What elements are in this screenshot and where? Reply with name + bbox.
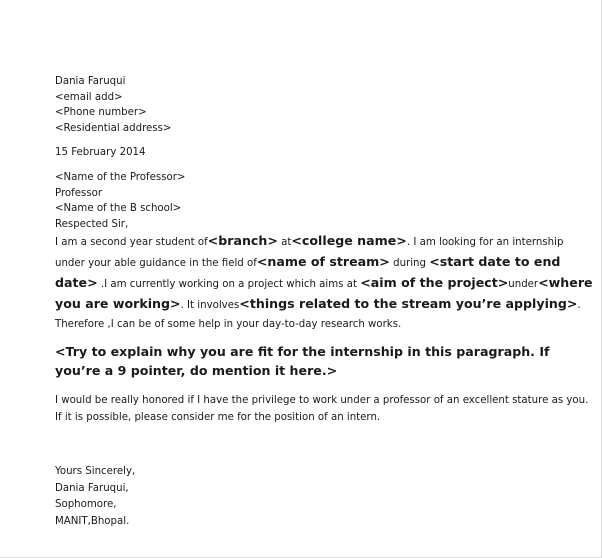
- stream-placeholder: <name of stream>: [256, 254, 390, 270]
- workplace-placeholder: <where you are working>: [55, 274, 593, 311]
- recipient-name: <Name of the Professor>: [55, 171, 186, 183]
- fitness-hint-paragraph: <Try to explain why you are fit for the internship in this paragraph. If you’re a 9 pointer, do mention it here.>: [55, 344, 550, 379]
- sender-email: <email add>: [55, 91, 123, 103]
- intro-text: . Therefore ,I can be of some help in your day-to-day research works.: [55, 299, 581, 330]
- branch-placeholder: <branch>: [207, 233, 278, 249]
- sender-name: Dania Faruqui: [55, 76, 126, 87]
- sender-phone: <Phone number>: [55, 107, 147, 119]
- intro-text: at: [277, 237, 292, 249]
- body-paragraph-intro: [55, 232, 595, 334]
- college-placeholder: <college name>: [291, 233, 407, 249]
- salutation: Respected Sir,: [55, 218, 129, 230]
- topics-placeholder: <things related to the stream you’re applying>: [239, 295, 578, 311]
- signature-year: Sophomore,: [55, 499, 117, 511]
- intro-text: .I am currently working on a project which aims at: [97, 278, 361, 290]
- body-paragraph-request: I would be really honored if I have the privilege to work under a professor of an excellent stature as you. If it is possible, please consider me for the position of an intern.: [55, 395, 589, 424]
- sender-block: [55, 74, 595, 136]
- aim-placeholder: <aim of the project>: [360, 274, 509, 290]
- dates-placeholder: <start date to end date>: [55, 254, 561, 290]
- sender-address: <Residential address>: [55, 122, 172, 134]
- intro-text: under: [508, 278, 539, 290]
- intro-text: . I am looking for an internship under your able guidance in the field of: [55, 237, 564, 270]
- recipient-title: Professor: [55, 187, 103, 199]
- intro-text: . It involves: [180, 299, 240, 311]
- intro-text: during: [389, 258, 430, 270]
- recipient-block: [55, 170, 595, 232]
- letter-document: [55, 74, 595, 530]
- closing-line: Yours Sincerely,: [55, 466, 136, 478]
- signature-institution: MANIT,Bhopal.: [55, 515, 130, 527]
- signature-name: Dania Faruqui,: [55, 482, 129, 494]
- recipient-school: <Name of the B school>: [55, 203, 182, 215]
- closing-block: [55, 464, 595, 530]
- letter-date: 15 February 2014: [55, 147, 146, 159]
- intro-text: I am a second year student of: [55, 237, 208, 249]
